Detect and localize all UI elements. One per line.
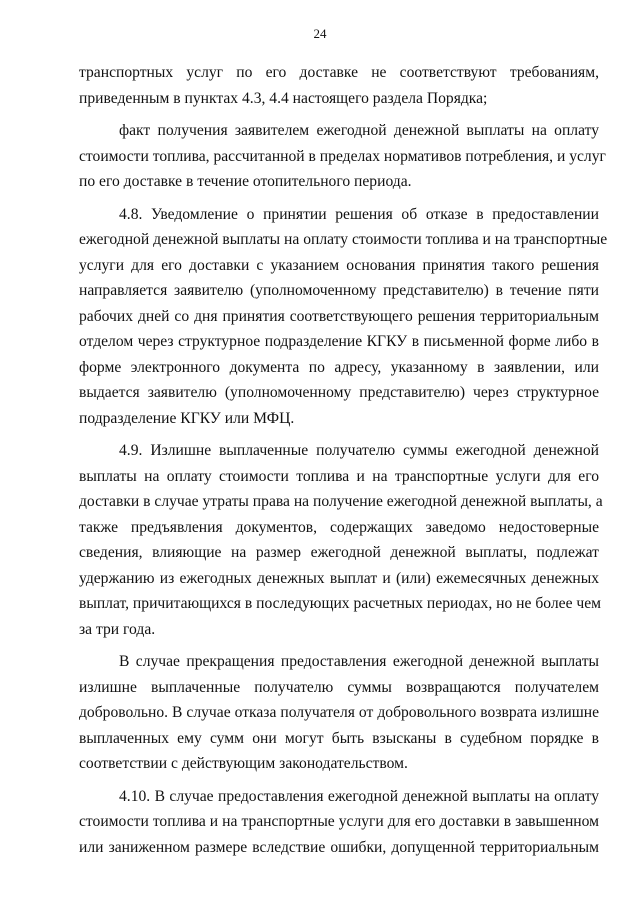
paragraph-continuation xyxy=(79,60,599,111)
text-line: стоимости топлива и на транспортные услуги для его доставки в завышенном xyxy=(79,813,599,830)
paragraph-4-9 xyxy=(79,438,603,642)
text-line: услуги для его доставки с указанием основания принятия такого решения xyxy=(79,256,599,274)
paragraph-fuel-payment-fact xyxy=(79,118,606,195)
paragraph-4-10 xyxy=(79,784,599,861)
text-line: факт получения заявителем ежегодной денежной выплаты на оплату xyxy=(119,122,599,139)
text-line: 4.9. Излишне выплаченные получателю суммы ежегодной денежной xyxy=(119,442,599,459)
text-line: приведенным в пунктах 4.3, 4.4 настоящего раздела Порядка; xyxy=(79,89,488,107)
text-line: также предъявления документов, содержащих заведомо недостоверные xyxy=(79,518,599,536)
text-line: направляется заявителю (уполномоченному представителю) в течение пяти xyxy=(79,282,599,299)
text-line: 4.10. В случае предоставления ежегодной денежной выплаты на оплату xyxy=(119,787,599,805)
text-line: по его доставке в течение отопительного периода. xyxy=(79,173,412,190)
text-line: стоимости топлива, рассчитанной в пределах нормативов потребления, и услуг xyxy=(79,147,606,165)
text-line: добровольно. В случае отказа получателя от добровольного возврата излишне xyxy=(79,704,599,721)
paragraph-refund xyxy=(79,649,599,777)
text-line: соответствии с действующим законодательством. xyxy=(79,755,408,772)
text-line: форме электронного документа по адресу, указанному в заявлении, или xyxy=(79,358,599,376)
text-line: выплат, причитающихся в последующих расчетных периодах, но не более чем xyxy=(79,595,602,612)
text-line: доставки в случае утраты права на получение ежегодной денежной выплаты, а xyxy=(79,493,603,510)
text-line: транспортных услуг по его доставке не соответствуют требованиям, xyxy=(79,64,599,81)
text-line: излишне выплаченные получателю суммы возвращаются получателем xyxy=(79,678,599,696)
document-body xyxy=(79,60,608,867)
text-line: ежегодной денежной выплаты на оплату стоимости топлива и на транспортные xyxy=(79,231,608,248)
text-line: отделом через структурное подразделение КГКУ в письменной форме либо в xyxy=(79,333,599,350)
text-line: выплаченных ему сумм они могут быть взысканы в судебном порядке в xyxy=(79,729,599,747)
text-line: 4.8. Уведомление о принятии решения об отказе в предоставлении xyxy=(119,205,599,223)
text-line: или заниженном размере вследствие ошибки, допущенной территориальным xyxy=(79,838,599,856)
page-number: 24 xyxy=(313,26,327,41)
text-line: за три года. xyxy=(79,620,156,638)
text-line: В случае прекращения предоставления ежегодной денежной выплаты xyxy=(119,653,599,670)
text-line: удержанию из ежегодных денежных выплат и (или) ежемесячных денежных xyxy=(79,569,599,587)
paragraph-4-8 xyxy=(79,202,608,432)
text-line: выдается заявителю (уполномоченному представителю) через структурное xyxy=(79,384,599,401)
text-line: сведения, влияющие на размер ежегодной денежной выплаты, подлежат xyxy=(79,544,599,561)
text-line: подразделение КГКУ или МФЦ. xyxy=(79,409,295,427)
text-line: рабочих дней со дня принятия соответствующего решения территориальным xyxy=(79,307,599,325)
text-line: выплаты на оплату стоимости топлива и на транспортные услуги для его xyxy=(79,467,599,485)
